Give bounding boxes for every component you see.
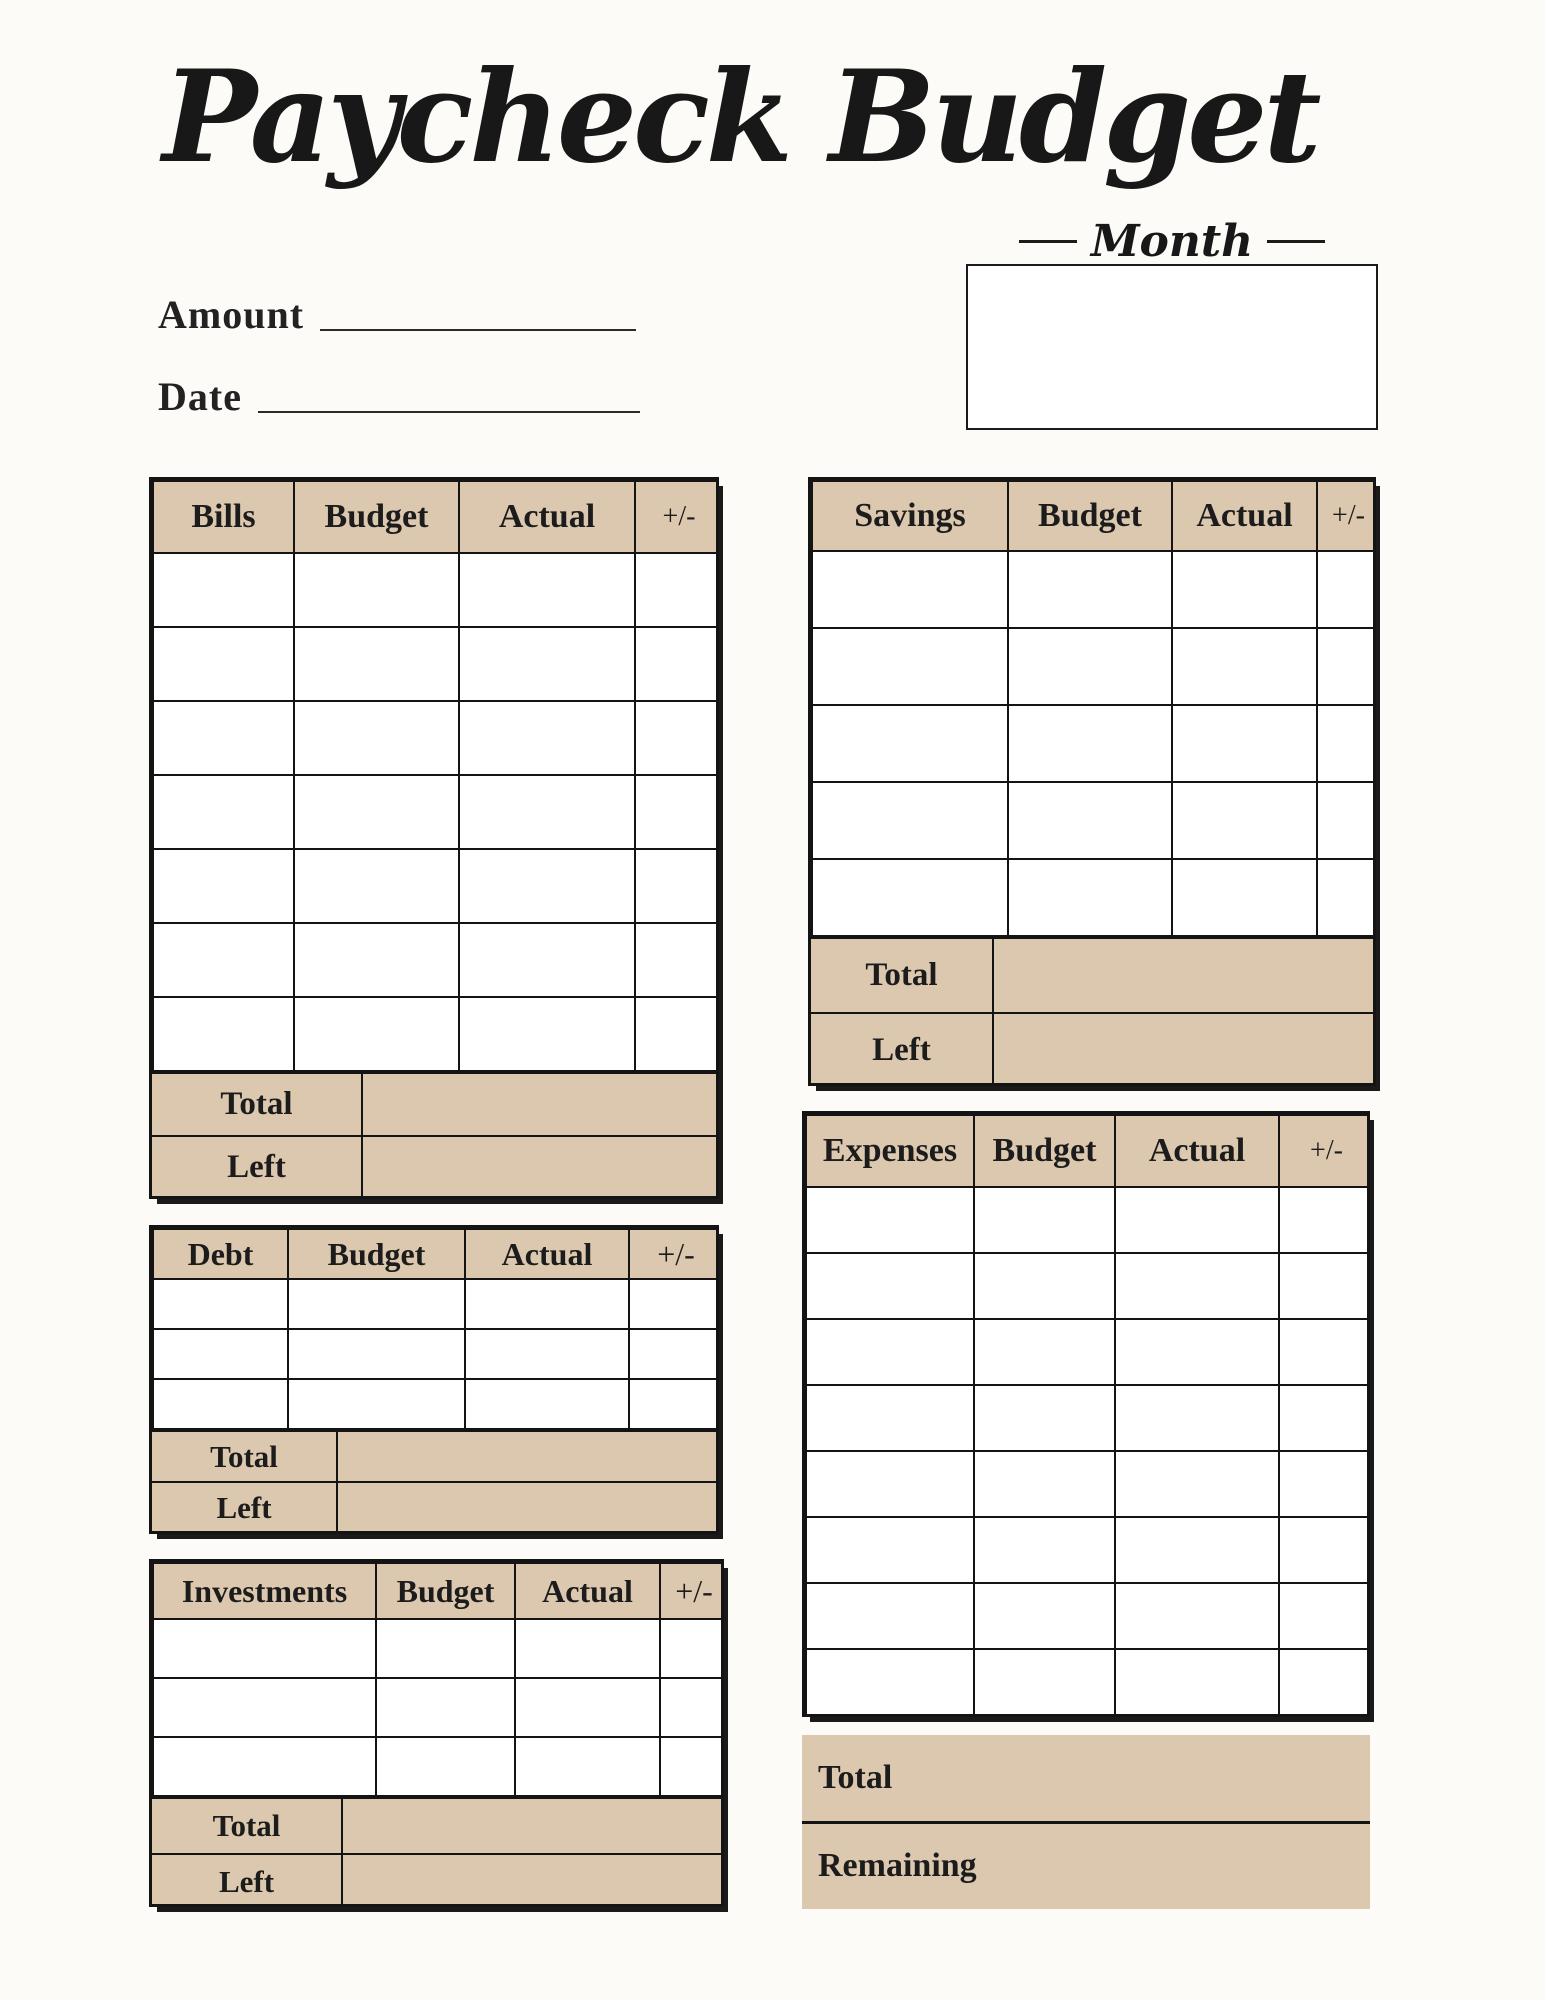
debt-total-value-cell[interactable] — [338, 1432, 716, 1481]
savings-budget-cell[interactable] — [1008, 705, 1172, 782]
savings-diff-cell[interactable] — [1317, 859, 1376, 936]
investments-table — [149, 1559, 724, 1907]
savings-header-row — [812, 481, 1376, 551]
expenses-header-row — [806, 1115, 1370, 1187]
savings-left-value-cell[interactable] — [994, 1014, 1373, 1086]
bills-name-cell[interactable] — [153, 553, 294, 627]
bills-name-cell[interactable] — [153, 627, 294, 701]
investments-left-row — [152, 1853, 721, 1907]
debt-name-cell[interactable] — [153, 1379, 288, 1429]
debt-row — [153, 1329, 719, 1379]
investments-diff-cell[interactable] — [660, 1737, 724, 1796]
expenses-table — [802, 1111, 1370, 1717]
bills-name-cell[interactable] — [153, 701, 294, 775]
investments-actual-cell[interactable] — [515, 1737, 660, 1796]
investments-name-cell[interactable] — [153, 1737, 376, 1796]
investments-grid — [152, 1562, 724, 1797]
investments-left-label: Left — [152, 1855, 343, 1907]
amount-label: Amount — [158, 292, 305, 337]
expenses-diff-cell[interactable] — [1279, 1517, 1370, 1583]
investments-row — [153, 1678, 724, 1737]
month-line-left — [1019, 240, 1077, 243]
expenses-name-cell[interactable] — [806, 1385, 974, 1451]
expenses-budget-cell[interactable] — [974, 1187, 1115, 1253]
debt-total-label: Total — [152, 1432, 338, 1481]
actual-column-header: Actual — [515, 1563, 660, 1619]
expenses-name-cell[interactable] — [806, 1517, 974, 1583]
savings-table — [808, 477, 1376, 1086]
bills-total-label: Total — [152, 1074, 363, 1135]
savings-total-value-cell[interactable] — [994, 939, 1373, 1012]
savings-left-label: Left — [811, 1014, 994, 1086]
actual-column-header: Actual — [465, 1229, 629, 1279]
expenses-name-cell[interactable] — [806, 1187, 974, 1253]
savings-actual-cell[interactable] — [1172, 705, 1317, 782]
savings-diff-cell[interactable] — [1317, 705, 1376, 782]
bills-row — [153, 923, 719, 997]
investments-actual-cell[interactable] — [515, 1619, 660, 1678]
debt-actual-cell[interactable] — [465, 1329, 629, 1379]
actual-column-header: Actual — [459, 481, 635, 553]
investments-row — [153, 1619, 724, 1678]
expenses-row — [806, 1451, 1370, 1517]
expenses-row — [806, 1649, 1370, 1715]
expenses-name-cell[interactable] — [806, 1319, 974, 1385]
savings-name-cell[interactable] — [812, 551, 1008, 628]
actual-column-header: Actual — [1172, 481, 1317, 551]
budget-column-header: Budget — [294, 481, 459, 553]
bills-actual-cell[interactable] — [459, 923, 635, 997]
plus-minus-column-header: +/- — [635, 481, 719, 553]
bills-actual-cell[interactable] — [459, 775, 635, 849]
expenses-budget-cell[interactable] — [974, 1583, 1115, 1649]
budget-column-header: Budget — [288, 1229, 465, 1279]
expenses-total-label: Total — [818, 1758, 893, 1796]
savings-name-cell[interactable] — [812, 782, 1008, 859]
savings-budget-cell[interactable] — [1008, 782, 1172, 859]
savings-row — [812, 705, 1376, 782]
bills-column-header: Bills — [153, 481, 294, 553]
debt-budget-cell[interactable] — [288, 1329, 465, 1379]
bills-row — [153, 849, 719, 923]
bills-budget-cell[interactable] — [294, 923, 459, 997]
savings-actual-cell[interactable] — [1172, 628, 1317, 705]
expenses-diff-cell[interactable] — [1279, 1319, 1370, 1385]
bills-diff-cell[interactable] — [635, 923, 719, 997]
expenses-actual-cell[interactable] — [1115, 1649, 1279, 1715]
date-write-line[interactable] — [258, 411, 640, 413]
investments-name-cell[interactable] — [153, 1619, 376, 1678]
bills-diff-cell[interactable] — [635, 553, 719, 627]
bills-header-row — [153, 481, 719, 553]
debt-header-row — [153, 1229, 719, 1279]
expenses-actual-cell[interactable] — [1115, 1451, 1279, 1517]
bills-row — [153, 701, 719, 775]
expenses-actual-cell[interactable] — [1115, 1583, 1279, 1649]
bills-budget-cell[interactable] — [294, 997, 459, 1071]
bills-diff-cell[interactable] — [635, 627, 719, 701]
debt-budget-cell[interactable] — [288, 1279, 465, 1329]
expenses-budget-cell[interactable] — [974, 1451, 1115, 1517]
expenses-column-header: Expenses — [806, 1115, 974, 1187]
investments-left-value-cell[interactable] — [343, 1855, 721, 1907]
bills-table — [149, 477, 719, 1199]
expenses-name-cell[interactable] — [806, 1451, 974, 1517]
savings-actual-cell[interactable] — [1172, 859, 1317, 936]
savings-total-label: Total — [811, 939, 994, 1012]
savings-row — [812, 551, 1376, 628]
expenses-diff-cell[interactable] — [1279, 1253, 1370, 1319]
savings-row — [812, 782, 1376, 859]
budget-column-header: Budget — [376, 1563, 515, 1619]
savings-name-cell[interactable] — [812, 628, 1008, 705]
expenses-row — [806, 1187, 1370, 1253]
savings-budget-cell[interactable] — [1008, 628, 1172, 705]
expenses-row — [806, 1385, 1370, 1451]
investments-total-label: Total — [152, 1799, 343, 1853]
debt-row — [153, 1279, 719, 1329]
expenses-summary-block — [802, 1735, 1370, 1909]
investments-total-row — [152, 1797, 721, 1853]
debt-column-header: Debt — [153, 1229, 288, 1279]
expenses-diff-cell[interactable] — [1279, 1451, 1370, 1517]
savings-actual-cell[interactable] — [1172, 782, 1317, 859]
expenses-actual-cell[interactable] — [1115, 1385, 1279, 1451]
savings-grid — [811, 480, 1376, 937]
bills-actual-cell[interactable] — [459, 701, 635, 775]
debt-diff-cell[interactable] — [629, 1279, 719, 1329]
expenses-row — [806, 1517, 1370, 1583]
bills-diff-cell[interactable] — [635, 701, 719, 775]
bills-name-cell[interactable] — [153, 923, 294, 997]
bills-row — [153, 997, 719, 1071]
expenses-name-cell[interactable] — [806, 1649, 974, 1715]
bills-row — [153, 553, 719, 627]
debt-total-row — [152, 1430, 716, 1481]
bills-name-cell[interactable] — [153, 849, 294, 923]
bills-actual-cell[interactable] — [459, 997, 635, 1071]
expenses-row — [806, 1319, 1370, 1385]
date-field — [158, 368, 640, 420]
bills-actual-cell[interactable] — [459, 553, 635, 627]
bills-budget-cell[interactable] — [294, 849, 459, 923]
debt-row — [153, 1379, 719, 1429]
investments-budget-cell[interactable] — [376, 1678, 515, 1737]
investments-name-cell[interactable] — [153, 1678, 376, 1737]
expenses-diff-cell[interactable] — [1279, 1385, 1370, 1451]
expenses-remaining-row[interactable] — [802, 1821, 1370, 1910]
investments-column-header: Investments — [153, 1563, 376, 1619]
debt-left-label: Left — [152, 1483, 338, 1532]
bills-row — [153, 775, 719, 849]
bills-diff-cell[interactable] — [635, 849, 719, 923]
expenses-diff-cell[interactable] — [1279, 1583, 1370, 1649]
expenses-total-row[interactable] — [802, 1735, 1370, 1821]
savings-row — [812, 859, 1376, 936]
savings-name-cell[interactable] — [812, 705, 1008, 782]
savings-budget-cell[interactable] — [1008, 859, 1172, 936]
bills-name-cell[interactable] — [153, 997, 294, 1071]
debt-left-row — [152, 1481, 716, 1532]
plus-minus-column-header: +/- — [1279, 1115, 1370, 1187]
amount-field — [158, 286, 636, 338]
bills-grid — [152, 480, 719, 1072]
expenses-budget-cell[interactable] — [974, 1385, 1115, 1451]
plus-minus-column-header: +/- — [1317, 481, 1376, 551]
bills-total-row — [152, 1072, 716, 1135]
investments-total-value-cell[interactable] — [343, 1799, 721, 1853]
date-label: Date — [158, 374, 242, 419]
expenses-budget-cell[interactable] — [974, 1517, 1115, 1583]
savings-row — [812, 628, 1376, 705]
actual-column-header: Actual — [1115, 1115, 1279, 1187]
month-line-right — [1267, 240, 1325, 243]
bills-left-row — [152, 1135, 716, 1198]
debt-grid — [152, 1228, 719, 1430]
expenses-budget-cell[interactable] — [974, 1319, 1115, 1385]
expenses-name-cell[interactable] — [806, 1253, 974, 1319]
savings-column-header: Savings — [812, 481, 1008, 551]
bills-budget-cell[interactable] — [294, 627, 459, 701]
expenses-actual-cell[interactable] — [1115, 1517, 1279, 1583]
bills-total-value-cell[interactable] — [363, 1074, 716, 1135]
debt-left-value-cell[interactable] — [338, 1483, 716, 1532]
debt-table — [149, 1225, 719, 1534]
investments-budget-cell[interactable] — [376, 1619, 515, 1678]
debt-actual-cell[interactable] — [465, 1279, 629, 1329]
plus-minus-column-header: +/- — [629, 1229, 719, 1279]
bills-budget-cell[interactable] — [294, 553, 459, 627]
bills-diff-cell[interactable] — [635, 775, 719, 849]
savings-actual-cell[interactable] — [1172, 551, 1317, 628]
debt-budget-cell[interactable] — [288, 1379, 465, 1429]
expenses-actual-cell[interactable] — [1115, 1253, 1279, 1319]
month-label: Month — [1090, 215, 1254, 267]
expenses-remaining-label: Remaining — [818, 1847, 977, 1885]
plus-minus-column-header: +/- — [660, 1563, 724, 1619]
expenses-row — [806, 1583, 1370, 1649]
expenses-grid — [805, 1114, 1370, 1716]
month-section — [966, 215, 1378, 430]
investments-diff-cell[interactable] — [660, 1619, 724, 1678]
savings-budget-cell[interactable] — [1008, 551, 1172, 628]
expenses-diff-cell[interactable] — [1279, 1187, 1370, 1253]
savings-diff-cell[interactable] — [1317, 782, 1376, 859]
investments-row — [153, 1737, 724, 1796]
savings-diff-cell[interactable] — [1317, 551, 1376, 628]
bills-actual-cell[interactable] — [459, 849, 635, 923]
bills-diff-cell[interactable] — [635, 997, 719, 1071]
bills-budget-cell[interactable] — [294, 701, 459, 775]
bills-actual-cell[interactable] — [459, 627, 635, 701]
expenses-actual-cell[interactable] — [1115, 1319, 1279, 1385]
debt-name-cell[interactable] — [153, 1329, 288, 1379]
investments-budget-cell[interactable] — [376, 1737, 515, 1796]
amount-write-line[interactable] — [320, 329, 636, 331]
expenses-budget-cell[interactable] — [974, 1649, 1115, 1715]
budget-column-header: Budget — [1008, 481, 1172, 551]
month-input-box[interactable] — [966, 264, 1378, 430]
expenses-name-cell[interactable] — [806, 1583, 974, 1649]
investments-diff-cell[interactable] — [660, 1678, 724, 1737]
debt-diff-cell[interactable] — [629, 1379, 719, 1429]
savings-name-cell[interactable] — [812, 859, 1008, 936]
bills-left-value-cell[interactable] — [363, 1137, 716, 1198]
bills-row — [153, 627, 719, 701]
bills-budget-cell[interactable] — [294, 775, 459, 849]
debt-actual-cell[interactable] — [465, 1379, 629, 1429]
savings-diff-cell[interactable] — [1317, 628, 1376, 705]
bills-left-label: Left — [152, 1137, 363, 1198]
budget-column-header: Budget — [974, 1115, 1115, 1187]
expenses-actual-cell[interactable] — [1115, 1187, 1279, 1253]
expenses-row — [806, 1253, 1370, 1319]
page-title: Paycheck Budget — [162, 43, 1318, 191]
debt-name-cell[interactable] — [153, 1279, 288, 1329]
expenses-diff-cell[interactable] — [1279, 1649, 1370, 1715]
expenses-budget-cell[interactable] — [974, 1253, 1115, 1319]
debt-diff-cell[interactable] — [629, 1329, 719, 1379]
bills-name-cell[interactable] — [153, 775, 294, 849]
month-label-row — [966, 215, 1378, 267]
investments-actual-cell[interactable] — [515, 1678, 660, 1737]
savings-total-row — [811, 937, 1373, 1012]
savings-left-row — [811, 1012, 1373, 1086]
investments-header-row — [153, 1563, 724, 1619]
